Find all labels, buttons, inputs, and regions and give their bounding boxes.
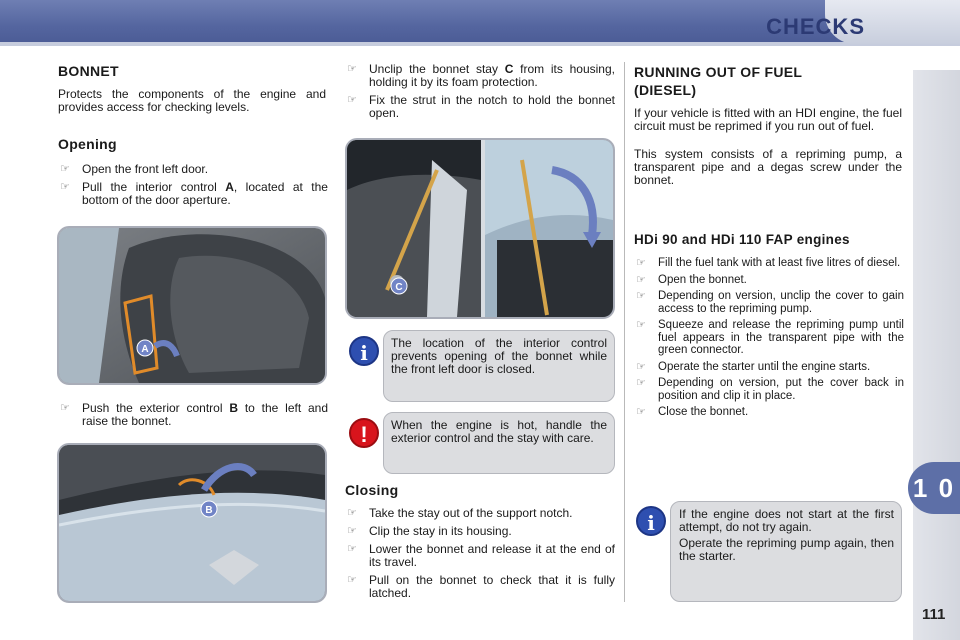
list-item bbox=[345, 525, 615, 538]
fuel-note-text-2: Operate the repriming pump again, then the starter. bbox=[679, 536, 894, 563]
step-text: Clip the stay in its housing. bbox=[369, 524, 512, 538]
fuel-steps bbox=[634, 257, 904, 423]
list-item bbox=[634, 406, 904, 419]
info-note bbox=[383, 330, 615, 402]
push-step bbox=[58, 402, 328, 433]
pointing-finger-icon: ☞ bbox=[60, 181, 70, 193]
stay-steps bbox=[345, 63, 615, 125]
page-number: 111 bbox=[922, 606, 946, 623]
pointing-finger-icon: ☞ bbox=[60, 163, 70, 175]
list-item bbox=[345, 543, 615, 569]
step-text: to the left and raise the bonnet. bbox=[82, 401, 328, 428]
list-item bbox=[634, 361, 904, 374]
list-item bbox=[634, 319, 904, 357]
pointing-finger-icon: ☞ bbox=[636, 406, 646, 418]
step-text: Open the front left door. bbox=[82, 162, 209, 176]
list-item bbox=[634, 274, 904, 287]
chapter-badge: 1 0 bbox=[908, 462, 960, 514]
fuel-title-line2: (DIESEL) bbox=[634, 82, 697, 98]
photo-label-c: C bbox=[395, 282, 403, 293]
info-note-text: The location of the interior control prevents opening of the bonnet while the front left door is closed. bbox=[391, 336, 607, 376]
step-text: Pull on the bonnet to check that it is fully latched. bbox=[369, 573, 615, 600]
closing-steps bbox=[345, 507, 615, 605]
list-item bbox=[345, 94, 615, 120]
fuel-title bbox=[634, 63, 802, 99]
list-item bbox=[345, 507, 615, 520]
list-item bbox=[345, 63, 615, 89]
closing-title: Closing bbox=[345, 482, 399, 498]
pointing-finger-icon: ☞ bbox=[636, 377, 646, 389]
pointing-finger-icon: ☞ bbox=[347, 63, 357, 75]
exterior-control-photo bbox=[57, 443, 327, 603]
pointing-finger-icon: ☞ bbox=[60, 402, 70, 414]
control-ref: A bbox=[225, 180, 234, 194]
step-text: Lower the bonnet and release it at the end of its travel. bbox=[369, 542, 615, 569]
control-ref: B bbox=[229, 401, 239, 415]
pointing-finger-icon: ☞ bbox=[636, 257, 646, 269]
page-title: CHECKS bbox=[766, 14, 865, 39]
pointing-finger-icon: ☞ bbox=[636, 319, 646, 331]
step-text: , located at the bottom of the door aperture. bbox=[82, 180, 328, 207]
fuel-para1: If your vehicle is fitted with an HDI engine, the fuel circuit must be reprimed if you run out of fuel. bbox=[634, 106, 902, 133]
fuel-para2: This system consists of a repriming pump, a transparent pipe and a degas screw under the bonnet. bbox=[634, 147, 902, 187]
pointing-finger-icon: ☞ bbox=[347, 574, 357, 586]
exclamation-icon: ! bbox=[349, 418, 379, 448]
pointing-finger-icon: ☞ bbox=[636, 290, 646, 302]
step-text: Open the bonnet. bbox=[658, 273, 747, 286]
step-text: Fix the strut in the notch to hold the bonnet open. bbox=[369, 93, 615, 120]
pointing-finger-icon: ☞ bbox=[347, 94, 357, 106]
list-item bbox=[634, 290, 904, 315]
pointing-finger-icon: ☞ bbox=[347, 507, 357, 519]
photo-label-b: B bbox=[205, 505, 213, 516]
engines-title: HDi 90 and HDi 110 FAP engines bbox=[634, 232, 850, 247]
list-item bbox=[58, 181, 328, 207]
column-divider bbox=[624, 62, 625, 602]
step-text: Unclip the bonnet stay bbox=[369, 62, 505, 76]
step-text: Depending on version, unclip the cover to gain access to the repriming pump. bbox=[658, 290, 904, 315]
step-text: from its housing, holding it by its foam protection. bbox=[369, 62, 615, 89]
list-item bbox=[634, 257, 904, 270]
side-strip bbox=[913, 70, 960, 640]
list-item bbox=[345, 574, 615, 600]
pointing-finger-icon: ☞ bbox=[636, 273, 646, 286]
warning-note-text: When the engine is hot, handle the exterior control and the stay with care. bbox=[391, 418, 607, 445]
step-text: Depending on version, put the cover back in position and clip it in place. bbox=[658, 377, 904, 402]
step-text: Push the exterior control bbox=[82, 401, 230, 415]
list-item bbox=[58, 402, 328, 428]
pointing-finger-icon: ☞ bbox=[347, 525, 357, 537]
fuel-title-line1: RUNNING OUT OF FUEL bbox=[634, 64, 803, 80]
fuel-info-note bbox=[670, 501, 902, 602]
warning-note bbox=[383, 412, 615, 474]
list-item bbox=[634, 377, 904, 402]
list-item bbox=[58, 163, 328, 176]
step-text: Fill the fuel tank with at least five litres of diesel. bbox=[658, 257, 901, 269]
step-text: Squeeze and release the repriming pump until fuel appears in the transparent pipe with the green connector. bbox=[658, 319, 904, 356]
step-text: Operate the starter until the engine starts. bbox=[658, 360, 871, 373]
bonnet-intro: Protects the components of the engine and provides access for checking levels. bbox=[58, 87, 326, 114]
bonnet-title: BONNET bbox=[58, 63, 119, 79]
photo-label-a: A bbox=[141, 344, 149, 355]
info-icon: i bbox=[349, 336, 379, 366]
opening-title: Opening bbox=[58, 136, 117, 152]
fuel-note-text-1: If the engine does not start at the first attempt, do not try again. bbox=[679, 507, 894, 534]
step-text: Close the bonnet. bbox=[658, 406, 749, 418]
pointing-finger-icon: ☞ bbox=[636, 360, 646, 373]
control-ref: C bbox=[504, 62, 514, 76]
opening-steps bbox=[58, 163, 328, 212]
bonnet-stay-photo bbox=[345, 138, 615, 319]
pointing-finger-icon: ☞ bbox=[347, 543, 357, 555]
info-icon: i bbox=[636, 506, 666, 536]
interior-control-photo bbox=[57, 226, 327, 385]
step-text: Take the stay out of the support notch. bbox=[369, 506, 573, 520]
step-text: Pull the interior control bbox=[82, 180, 226, 194]
